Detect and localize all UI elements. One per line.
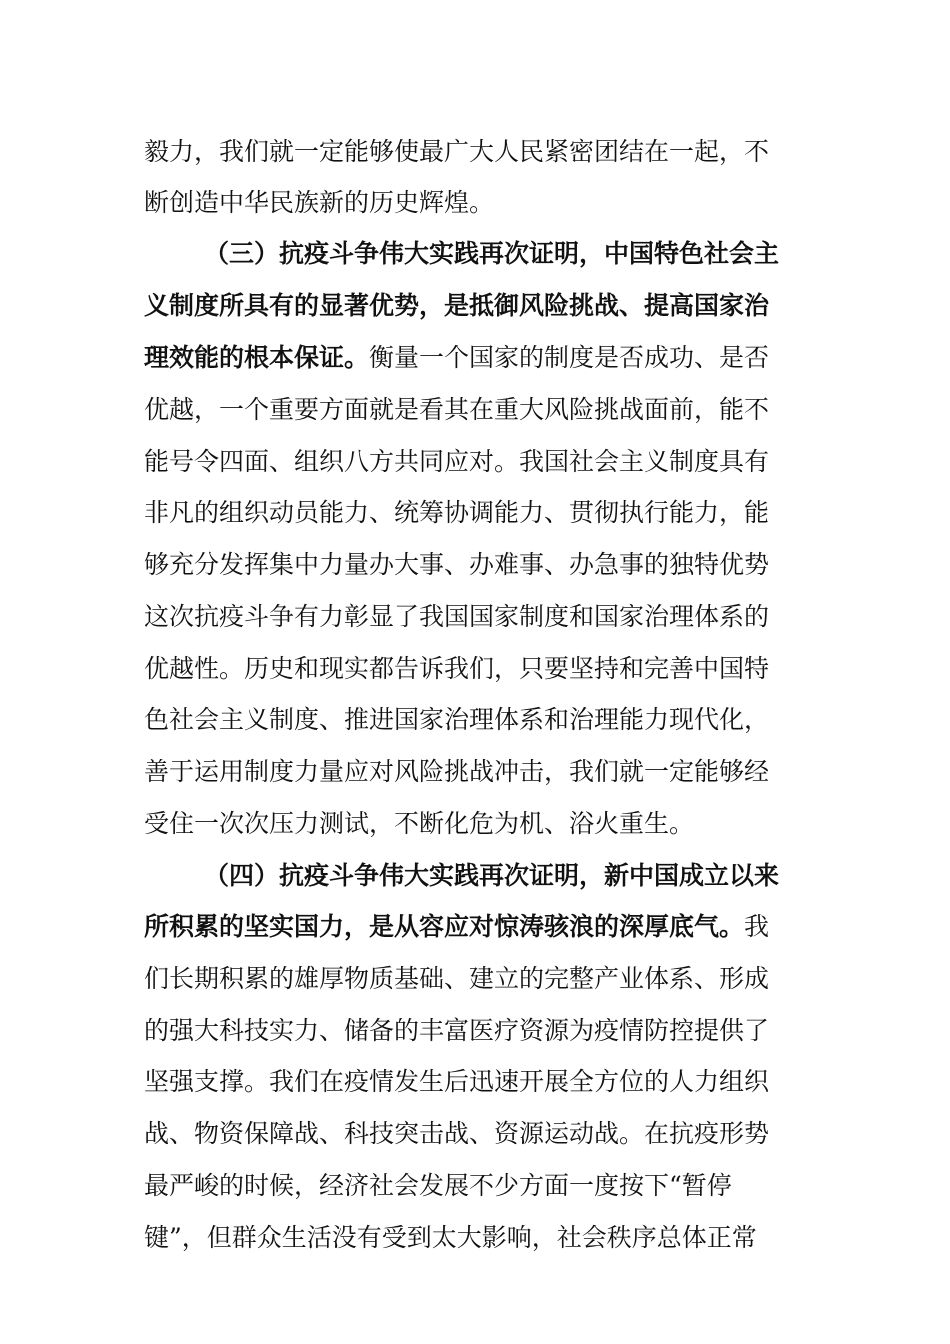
text-run: 能号令四面、组织八方共同应对。我国社会主义制度具有: [144, 447, 770, 476]
text-line: [144, 1014, 812, 1048]
text-run: 们长期积累的雄厚物质基础、建立的完整产业体系、形成: [144, 964, 770, 993]
text-run: 优越，一个重要方面就是看其在重大风险挑战面前，能不: [144, 395, 770, 424]
text-run: 受住一次次压力测试，不断化危为机、浴火重生。: [144, 809, 695, 838]
text-line: [144, 186, 812, 220]
section-heading-line: [204, 859, 812, 893]
text-line: [144, 652, 812, 686]
text-run: 最严峻的时候，经济社会发展不少方面一度按下“暂停: [144, 1171, 732, 1200]
text-line: [144, 445, 812, 479]
text-line: [144, 135, 812, 169]
text-line: [144, 962, 812, 996]
text-run: 色社会主义制度、推进国家治理体系和治理能力现代化，: [144, 705, 770, 734]
text-line: [144, 703, 812, 737]
section-heading-text: （三）抗疫斗争伟大实践再次证明，中国特色社会主: [204, 239, 780, 268]
text-run: 断创造中华民族新的历史辉煌。: [144, 188, 495, 217]
text-line: [144, 755, 812, 789]
text-line: [144, 496, 812, 530]
section-heading-text: 义制度所具有的显著优势，是抵御风险挑战、提高国家治: [144, 291, 770, 320]
text-line: [144, 1117, 812, 1151]
text-line: [144, 600, 812, 634]
section-heading-text: 所积累的坚实国力，是从容应对惊涛骇浪的深厚底气。: [144, 912, 745, 941]
text-run: 衡量一个国家的制度是否成功、是否: [369, 343, 770, 372]
text-run: 非凡的组织动员能力、统筹协调能力、贯彻执行能力，能: [144, 498, 770, 527]
text-run: 毅力，我们就一定能够使最广大人民紧密团结在一起，不: [144, 137, 770, 166]
text-line: [144, 807, 812, 841]
text-line: [144, 910, 812, 944]
text-run: 善于运用制度力量应对风险挑战冲击，我们就一定能够经: [144, 757, 770, 786]
section-heading-text: 理效能的根本保证。: [144, 343, 370, 372]
text-run: 键”，但群众生活没有受到太大影响，社会秩序总体正常: [144, 1223, 757, 1252]
text-run: 够充分发挥集中力量办大事、办难事、办急事的独特优势: [144, 550, 770, 579]
text-line: [144, 1169, 812, 1203]
text-line: [144, 1065, 812, 1099]
text-run: 的强大科技实力、储备的丰富医疗资源为疫情防控提供了: [144, 1016, 770, 1045]
text-line: [144, 548, 812, 582]
text-line: [144, 1221, 812, 1255]
text-run: 这次抗疫斗争有力彰显了我国国家制度和国家治理体系的: [144, 602, 770, 631]
text-line: [144, 341, 812, 375]
section-heading-line: [204, 237, 812, 271]
text-run: 坚强支撑。我们在疫情发生后迅速开展全方位的人力组织: [144, 1067, 770, 1096]
text-run: 优越性。历史和现实都告诉我们，只要坚持和完善中国特: [144, 654, 770, 683]
section-heading-line: [144, 289, 812, 323]
text-line: [144, 393, 812, 427]
text-run: 我: [744, 912, 770, 941]
text-run: 战、物资保障战、科技突击战、资源运动战。在抗疫形势: [144, 1119, 770, 1148]
section-heading-text: （四）抗疫斗争伟大实践再次证明，新中国成立以来: [204, 861, 780, 890]
